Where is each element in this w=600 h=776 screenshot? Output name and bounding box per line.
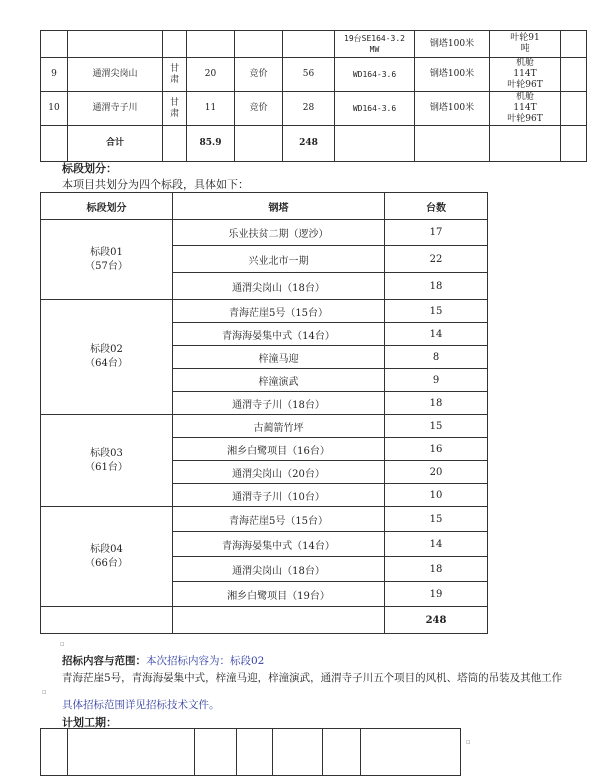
count-cell: 16 bbox=[385, 438, 488, 461]
scope-line bbox=[62, 653, 264, 668]
tower-cell: 乐业扶贫二期（逻沙） bbox=[173, 220, 385, 246]
empty-cell bbox=[490, 126, 561, 162]
province: 甘 肃 bbox=[163, 58, 187, 92]
turbine-model: WD164-3.6 bbox=[335, 58, 415, 92]
capacity: 11 bbox=[187, 92, 235, 126]
tower-cell: 青海海晏集中式（14台） bbox=[173, 323, 385, 346]
segment-sub: （61台） bbox=[85, 461, 128, 473]
segment-name: 标段03 bbox=[90, 447, 123, 459]
weight: 机舱 114T 叶轮96T bbox=[490, 58, 561, 92]
tower-cell: 湘乡白鹭项目（16台） bbox=[173, 438, 385, 461]
row-number bbox=[41, 31, 68, 58]
section-table bbox=[40, 192, 488, 634]
unit-count: 28 bbox=[283, 92, 335, 126]
empty-cell bbox=[561, 126, 587, 162]
paragraph-mark: ▫ bbox=[42, 688, 47, 696]
count-cell: 10 bbox=[385, 484, 488, 507]
table-header-row bbox=[41, 193, 488, 220]
total-capacity: 85.9 bbox=[187, 126, 235, 162]
schedule-table bbox=[40, 728, 461, 776]
table-row bbox=[41, 729, 461, 776]
empty-cell bbox=[561, 31, 587, 58]
empty-cell bbox=[561, 92, 587, 126]
count-cell: 14 bbox=[385, 532, 488, 557]
tower-cell: 通渭尖岗山（18台） bbox=[173, 273, 385, 300]
turbine-model: 19台SE164-3.2 MW bbox=[335, 31, 415, 58]
tower-cell: 湘乡白鹭项目（19台） bbox=[173, 582, 385, 607]
column-header: 钢塔 bbox=[173, 193, 385, 220]
empty-cell bbox=[361, 729, 461, 776]
table-row bbox=[41, 507, 488, 532]
empty-cell bbox=[323, 729, 361, 776]
empty-cell bbox=[415, 126, 490, 162]
empty-cell bbox=[41, 729, 68, 776]
project-list-table bbox=[40, 30, 587, 162]
table-row bbox=[41, 300, 488, 323]
count-cell: 15 bbox=[385, 507, 488, 532]
column-header: 台数 bbox=[385, 193, 488, 220]
count-cell: 9 bbox=[385, 369, 488, 392]
segment-cell bbox=[41, 415, 173, 507]
paragraph-mark: ▫ bbox=[466, 738, 471, 746]
tower-cell: 青海茫崖5号（15台） bbox=[173, 300, 385, 323]
tower-cell: 兴业北市一期 bbox=[173, 246, 385, 273]
table-row bbox=[41, 92, 587, 126]
tower-cell: 青海茫崖5号（15台） bbox=[173, 507, 385, 532]
weight: 叶轮91 吨 bbox=[490, 31, 561, 58]
segment-cell bbox=[41, 300, 173, 415]
segment-name: 标段02 bbox=[90, 344, 123, 355]
turbine-model: WD164-3.6 bbox=[335, 92, 415, 126]
total-label: 合计 bbox=[68, 126, 163, 162]
count-cell: 22 bbox=[385, 246, 488, 273]
scope-link[interactable]: 具体招标范围详见招标技术文件。 bbox=[62, 699, 220, 711]
count-cell: 15 bbox=[385, 300, 488, 323]
empty-cell bbox=[41, 126, 68, 162]
empty-cell bbox=[41, 607, 173, 634]
capacity bbox=[187, 31, 235, 58]
tower-cell: 梓潼马迎 bbox=[173, 346, 385, 369]
scope-description: 青海茫崖5号，青海海晏集中式，梓潼马迎，梓潼演武，通渭寺子川五个项目的风机、塔筒的吊装及其他工作 bbox=[62, 672, 563, 684]
count-cell: 14 bbox=[385, 323, 488, 346]
segment-cell bbox=[41, 220, 173, 300]
capacity: 20 bbox=[187, 58, 235, 92]
unit-count bbox=[283, 31, 335, 58]
unit-count: 56 bbox=[283, 58, 335, 92]
tower-cell: 青海海晏集中式（14台） bbox=[173, 532, 385, 557]
tower-cell: 通渭尖岗山（20台） bbox=[173, 461, 385, 484]
row-number: 10 bbox=[41, 92, 68, 126]
segment-cell bbox=[41, 507, 173, 607]
total-row bbox=[41, 607, 488, 634]
total-count: 248 bbox=[283, 126, 335, 162]
scope-label: 招标内容与范围： bbox=[62, 655, 146, 667]
count-cell: 8 bbox=[385, 346, 488, 369]
table-row bbox=[41, 415, 488, 438]
count-cell: 15 bbox=[385, 415, 488, 438]
count-cell: 18 bbox=[385, 557, 488, 582]
empty-cell bbox=[273, 729, 323, 776]
empty-cell bbox=[68, 729, 195, 776]
province bbox=[163, 31, 187, 58]
empty-cell bbox=[163, 126, 187, 162]
empty-cell bbox=[561, 58, 587, 92]
project-name: 通渭尖岗山 bbox=[68, 58, 163, 92]
section-heading: 标段划分： bbox=[62, 162, 117, 175]
plan-heading: 计划工期： bbox=[62, 716, 117, 729]
tower-type: 钢塔100米 bbox=[415, 31, 490, 58]
tower-cell: 通渭寺子川（18台） bbox=[173, 392, 385, 415]
segment-name: 标段04 bbox=[90, 543, 123, 555]
count-cell: 18 bbox=[385, 392, 488, 415]
method: 竞价 bbox=[235, 58, 283, 92]
section-total: 248 bbox=[385, 607, 488, 634]
count-cell: 20 bbox=[385, 461, 488, 484]
empty-cell bbox=[237, 729, 273, 776]
tower-cell: 梓潼演武 bbox=[173, 369, 385, 392]
table-row bbox=[41, 220, 488, 246]
tower-type: 钢塔100米 bbox=[415, 92, 490, 126]
empty-cell bbox=[335, 126, 415, 162]
segment-sub: （64台） bbox=[85, 358, 128, 369]
count-cell: 17 bbox=[385, 220, 488, 246]
empty-cell bbox=[235, 126, 283, 162]
section-intro: 本项目共划分为四个标段，具体如下： bbox=[62, 178, 249, 191]
total-row bbox=[41, 126, 587, 162]
province: 甘 肃 bbox=[163, 92, 187, 126]
method bbox=[235, 31, 283, 58]
weight: 机舱 114T 叶轮96T bbox=[490, 92, 561, 126]
tower-type: 钢塔100米 bbox=[415, 58, 490, 92]
segment-sub: （66台） bbox=[85, 557, 128, 569]
table-row bbox=[41, 58, 587, 92]
method: 竞价 bbox=[235, 92, 283, 126]
empty-cell bbox=[173, 607, 385, 634]
row-number: 9 bbox=[41, 58, 68, 92]
tower-cell: 通渭尖岗山（18台） bbox=[173, 557, 385, 582]
column-header: 标段划分 bbox=[41, 193, 173, 220]
table-row bbox=[41, 31, 587, 58]
segment-name: 标段01 bbox=[90, 246, 123, 258]
count-cell: 19 bbox=[385, 582, 488, 607]
tower-cell: 古蔺箭竹坪 bbox=[173, 415, 385, 438]
project-name: 通渭寺子川 bbox=[68, 92, 163, 126]
paragraph-mark: ▫ bbox=[60, 640, 65, 648]
empty-cell bbox=[195, 729, 237, 776]
segment-sub: （57台） bbox=[85, 260, 128, 272]
tower-cell: 通渭寺子川（10台） bbox=[173, 484, 385, 507]
count-cell: 18 bbox=[385, 273, 488, 300]
scope-highlight: 本次招标内容为：标段02 bbox=[146, 655, 265, 667]
project-name bbox=[68, 31, 163, 58]
